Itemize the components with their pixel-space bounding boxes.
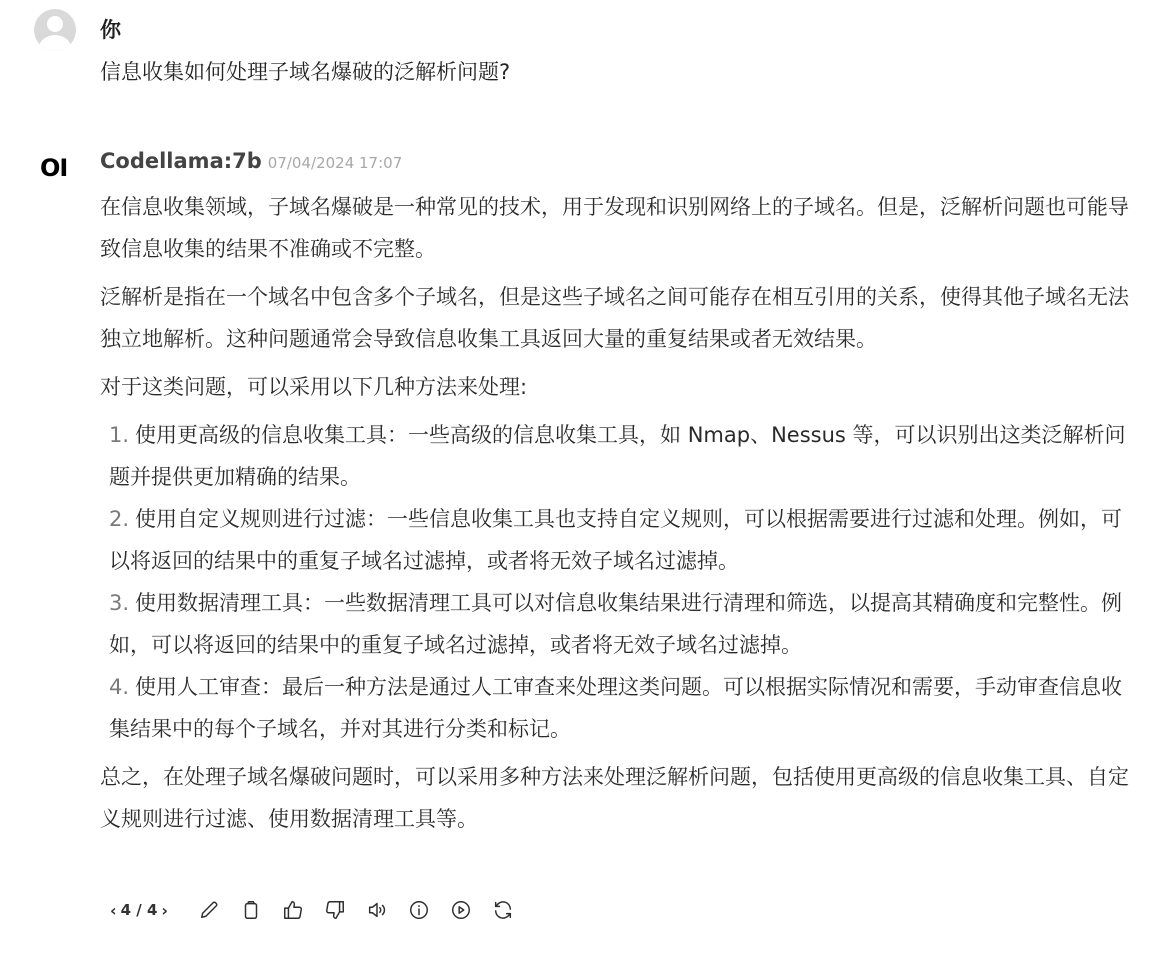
speaker-icon (366, 899, 388, 921)
pager-count: 4 / 4 (120, 901, 158, 919)
regenerate-button[interactable] (482, 896, 524, 924)
list-item-text: 使用数据清理工具：一些数据清理工具可以对信息收集结果进行清理和筛选，以提高其精确度和完整性。例如，可以将返回的结果中的重复子域名过滤掉，或者将无效子域名过滤掉。 (109, 591, 1123, 657)
bad-response-button[interactable] (314, 896, 356, 924)
message-timestamp: 07/04/2024 17:07 (267, 154, 403, 172)
list-item (109, 666, 1130, 750)
good-response-button[interactable] (272, 896, 314, 924)
list-item (109, 498, 1130, 582)
list-item-text: 使用自定义规则进行过滤：一些信息收集工具也支持自定义规则，可以根据需要进行过滤和处理。例如，可以将返回的结果中的重复子域名过滤掉，或者将无效子域名过滤掉。 (109, 507, 1123, 573)
edit-icon (198, 899, 220, 921)
copy-button[interactable] (230, 896, 272, 924)
play-icon (450, 899, 472, 921)
regenerate-icon (492, 899, 514, 921)
info-icon (408, 899, 430, 921)
thumbs-up-icon (282, 899, 304, 921)
message-toolbar (106, 896, 524, 924)
user-avatar (34, 9, 76, 51)
chevron-right-icon[interactable]: › (161, 900, 168, 920)
list-item-number: 2. (109, 507, 130, 531)
user-name: 你 (100, 18, 121, 42)
list-item-text: 使用人工审查：最后一种方法是通过人工审查来处理这类问题。可以根据实际情况和需要，手动审查信息收集结果中的每个子域名，并对其进行分类和标记。 (109, 675, 1123, 741)
model-name: Codellama:7b (100, 149, 262, 173)
method-list (100, 414, 1130, 750)
response-pager (106, 901, 172, 920)
copy-icon (240, 899, 262, 921)
list-item-number: 1. (109, 423, 130, 447)
list-item (109, 414, 1130, 498)
thumbs-down-icon (324, 899, 346, 921)
paragraph: 泛解析是指在一个域名中包含多个子域名，但是这些子域名之间可能存在相互引用的关系，使得其他子域名无法独立地解析。这种问题通常会导致信息收集工具返回大量的重复结果或者无效结果。 (100, 285, 1129, 351)
assistant-header (100, 149, 402, 173)
assistant-message-content (100, 186, 1130, 846)
read-aloud-button[interactable] (356, 896, 398, 924)
assistant-logo: OI (40, 154, 68, 182)
list-item-text: 使用更高级的信息收集工具：一些高级的信息收集工具，如 Nmap、Nessus 等，可以识别出这类泛解析问题并提供更加精确的结果。 (109, 423, 1126, 489)
continue-response-button[interactable] (440, 896, 482, 924)
list-item-number: 3. (109, 591, 130, 615)
generation-info-button[interactable] (398, 896, 440, 924)
list-item-number: 4. (109, 675, 130, 699)
chevron-left-icon[interactable]: ‹ (110, 900, 117, 920)
user-message-text: 信息收集如何处理子域名爆破的泛解析问题? (100, 60, 511, 84)
paragraph: 对于这类问题，可以采用以下几种方法来处理: (100, 375, 528, 399)
list-item (109, 582, 1130, 666)
edit-button[interactable] (188, 896, 230, 924)
conclusion-paragraph: 总之，在处理子域名爆破问题时，可以采用多种方法来处理泛解析问题，包括使用更高级的信息收集工具、自定义规则进行过滤、使用数据清理工具等。 (100, 765, 1129, 831)
paragraph: 在信息收集领域，子域名爆破是一种常见的技术，用于发现和识别网络上的子域名。但是，泛解析问题也可能导致信息收集的结果不准确或不完整。 (100, 195, 1129, 261)
